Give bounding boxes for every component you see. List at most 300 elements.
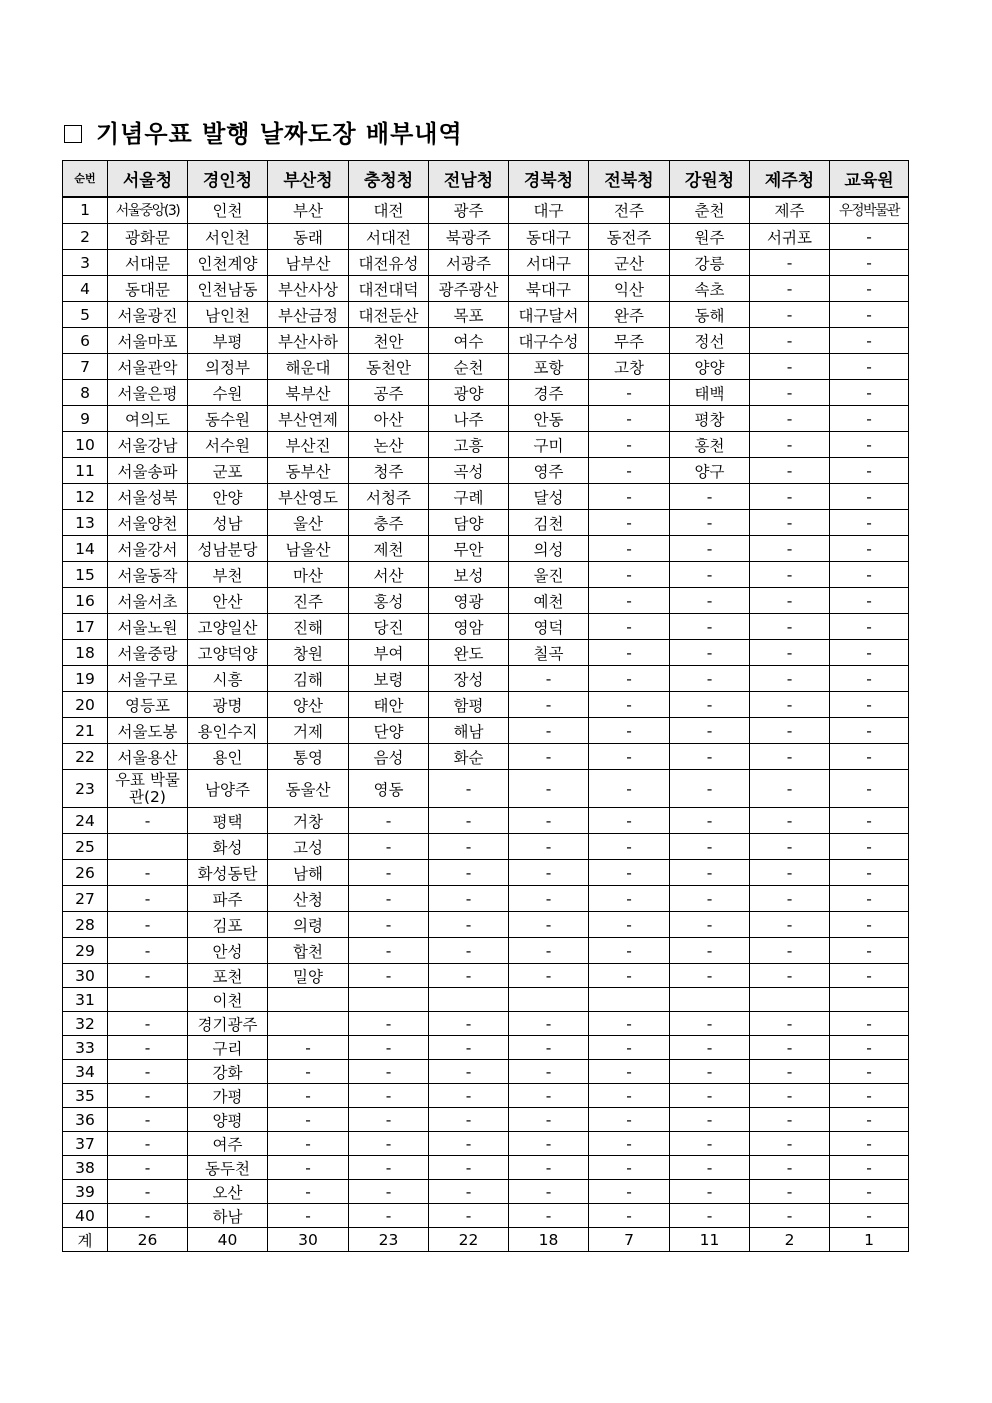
office-cell: 해운대	[268, 354, 349, 380]
office-cell: -	[750, 1180, 830, 1204]
office-cell: 서울마포	[108, 328, 188, 354]
office-cell: -	[830, 1180, 909, 1204]
office-cell: 제주	[750, 197, 830, 224]
office-cell: 부여	[349, 640, 429, 666]
office-cell: -	[750, 458, 830, 484]
office-cell: -	[349, 808, 429, 834]
office-cell: -	[830, 860, 909, 886]
office-cell: -	[830, 536, 909, 562]
office-cell: 진해	[268, 614, 349, 640]
office-cell: -	[750, 964, 830, 988]
office-cell: -	[589, 886, 670, 912]
office-cell: 태백	[670, 380, 750, 406]
office-cell: 서광주	[429, 250, 509, 276]
seq-cell: 33	[63, 1036, 108, 1060]
seq-cell: 계	[63, 1228, 108, 1252]
office-cell: 천안	[349, 328, 429, 354]
office-cell: 1	[830, 1228, 909, 1252]
office-cell: -	[589, 1084, 670, 1108]
office-cell: -	[509, 834, 589, 860]
office-cell: 서청주	[349, 484, 429, 510]
office-cell: -	[830, 1204, 909, 1228]
office-cell: -	[268, 1132, 349, 1156]
office-cell: -	[589, 938, 670, 964]
office-cell: -	[830, 458, 909, 484]
office-cell: -	[509, 770, 589, 808]
office-cell: -	[108, 1204, 188, 1228]
office-cell: -	[589, 1012, 670, 1036]
office-cell: 남부산	[268, 250, 349, 276]
office-cell: 화순	[429, 744, 509, 770]
office-cell	[429, 988, 509, 1012]
office-cell: -	[349, 886, 429, 912]
office-cell: 양구	[670, 458, 750, 484]
office-cell: -	[670, 718, 750, 744]
office-cell: 서대전	[349, 224, 429, 250]
office-cell: -	[429, 938, 509, 964]
office-cell: -	[429, 886, 509, 912]
office-cell: 영광	[429, 588, 509, 614]
office-cell: 예천	[509, 588, 589, 614]
office-cell: -	[830, 432, 909, 458]
office-cell: 서울도봉	[108, 718, 188, 744]
office-cell: -	[589, 860, 670, 886]
office-cell: 창원	[268, 640, 349, 666]
office-cell: 서울용산	[108, 744, 188, 770]
office-cell: -	[589, 1204, 670, 1228]
office-cell: -	[589, 692, 670, 718]
office-cell: 영암	[429, 614, 509, 640]
office-cell: 동대문	[108, 276, 188, 302]
office-cell: -	[349, 1108, 429, 1132]
office-cell: -	[750, 536, 830, 562]
office-cell: 영주	[509, 458, 589, 484]
office-cell: -	[750, 484, 830, 510]
office-cell: 우표 박물관(2)	[108, 770, 188, 808]
office-cell: -	[509, 1060, 589, 1084]
office-cell: -	[750, 938, 830, 964]
office-cell: -	[509, 860, 589, 886]
office-cell: -	[589, 666, 670, 692]
office-cell: -	[509, 666, 589, 692]
office-cell: -	[429, 1012, 509, 1036]
office-cell: -	[830, 938, 909, 964]
office-cell: -	[429, 1156, 509, 1180]
seq-cell: 36	[63, 1108, 108, 1132]
office-cell	[108, 988, 188, 1012]
office-cell: -	[349, 1012, 429, 1036]
office-cell: -	[108, 1036, 188, 1060]
office-cell: -	[349, 1180, 429, 1204]
office-cell: -	[108, 808, 188, 834]
office-cell: -	[670, 1060, 750, 1084]
office-cell: -	[830, 484, 909, 510]
office-cell: 밀양	[268, 964, 349, 988]
table-row	[63, 1036, 909, 1060]
seq-cell: 16	[63, 588, 108, 614]
office-cell: -	[750, 692, 830, 718]
seq-cell: 5	[63, 302, 108, 328]
office-cell: -	[108, 1156, 188, 1180]
office-cell: -	[589, 808, 670, 834]
office-cell: 해남	[429, 718, 509, 744]
office-cell: -	[830, 1060, 909, 1084]
office-cell: 인천계양	[188, 250, 268, 276]
office-cell: -	[750, 1060, 830, 1084]
office-cell: 동부산	[268, 458, 349, 484]
office-cell: 화성	[188, 834, 268, 860]
seq-cell: 25	[63, 834, 108, 860]
office-cell: 북대구	[509, 276, 589, 302]
office-cell: 전주	[589, 197, 670, 224]
office-cell: 22	[429, 1228, 509, 1252]
office-cell: 대전대덕	[349, 276, 429, 302]
office-cell: 북광주	[429, 224, 509, 250]
office-cell: -	[750, 808, 830, 834]
office-cell: 청주	[349, 458, 429, 484]
seq-cell: 31	[63, 988, 108, 1012]
office-cell: 화성동탄	[188, 860, 268, 886]
office-cell: 고양일산	[188, 614, 268, 640]
office-cell: 경기광주	[188, 1012, 268, 1036]
office-cell: -	[670, 938, 750, 964]
office-cell: -	[830, 1156, 909, 1180]
seq-cell: 8	[63, 380, 108, 406]
office-cell: -	[670, 536, 750, 562]
office-cell: 하남	[188, 1204, 268, 1228]
office-cell: 강화	[188, 1060, 268, 1084]
office-cell: 서울동작	[108, 562, 188, 588]
office-cell: -	[108, 964, 188, 988]
office-cell: -	[670, 1012, 750, 1036]
office-cell: -	[509, 744, 589, 770]
office-cell: -	[670, 614, 750, 640]
office-cell: 30	[268, 1228, 349, 1252]
office-cell: -	[670, 588, 750, 614]
office-cell: 공주	[349, 380, 429, 406]
office-cell: -	[429, 912, 509, 938]
seq-cell: 18	[63, 640, 108, 666]
office-cell: -	[268, 1156, 349, 1180]
office-cell: 동천안	[349, 354, 429, 380]
table-row	[63, 1132, 909, 1156]
office-cell: 속초	[670, 276, 750, 302]
office-cell: -	[589, 458, 670, 484]
office-cell: -	[108, 860, 188, 886]
office-cell: -	[830, 640, 909, 666]
office-cell: 군포	[188, 458, 268, 484]
office-cell: 남인천	[188, 302, 268, 328]
table-row	[63, 886, 909, 912]
office-cell: 당진	[349, 614, 429, 640]
office-cell: -	[830, 614, 909, 640]
office-cell: -	[830, 250, 909, 276]
office-cell: -	[750, 834, 830, 860]
table-row	[63, 458, 909, 484]
office-cell: -	[830, 1108, 909, 1132]
office-cell: -	[830, 808, 909, 834]
office-cell: -	[589, 1180, 670, 1204]
office-cell: -	[349, 860, 429, 886]
office-cell: 40	[188, 1228, 268, 1252]
office-cell: 서울관악	[108, 354, 188, 380]
office-cell: 부산영도	[268, 484, 349, 510]
office-cell: 서울노원	[108, 614, 188, 640]
seq-cell: 21	[63, 718, 108, 744]
office-cell: -	[268, 1084, 349, 1108]
table-row	[63, 1180, 909, 1204]
table-row	[63, 860, 909, 886]
office-cell: -	[429, 964, 509, 988]
office-cell: -	[429, 834, 509, 860]
office-cell: 서울송파	[108, 458, 188, 484]
office-cell: -	[589, 588, 670, 614]
office-cell: 성남	[188, 510, 268, 536]
office-cell: -	[750, 1084, 830, 1108]
office-cell: 7	[589, 1228, 670, 1252]
table-row	[63, 834, 909, 860]
header-cell: 전북청	[589, 161, 670, 197]
office-cell: 단양	[349, 718, 429, 744]
table-row	[63, 1108, 909, 1132]
office-cell: 홍천	[670, 432, 750, 458]
office-cell: 거제	[268, 718, 349, 744]
office-cell: 남양주	[188, 770, 268, 808]
office-cell: -	[589, 1108, 670, 1132]
office-cell: -	[830, 510, 909, 536]
office-cell: -	[108, 1108, 188, 1132]
office-cell: -	[589, 770, 670, 808]
office-cell: 동해	[670, 302, 750, 328]
office-cell: 보성	[429, 562, 509, 588]
table-row	[63, 1204, 909, 1228]
office-cell: -	[108, 1060, 188, 1084]
office-cell: 광명	[188, 692, 268, 718]
office-cell: -	[830, 770, 909, 808]
office-cell: -	[670, 1108, 750, 1132]
office-cell: 홍성	[349, 588, 429, 614]
seq-cell: 38	[63, 1156, 108, 1180]
office-cell	[589, 988, 670, 1012]
office-cell: 서대구	[509, 250, 589, 276]
office-cell: -	[750, 406, 830, 432]
office-cell: -	[830, 302, 909, 328]
office-cell	[509, 988, 589, 1012]
office-cell: 서울광진	[108, 302, 188, 328]
office-cell: -	[830, 328, 909, 354]
office-cell: 동수원	[188, 406, 268, 432]
office-cell: -	[670, 1204, 750, 1228]
office-cell: -	[750, 886, 830, 912]
office-cell: -	[589, 432, 670, 458]
office-cell	[830, 988, 909, 1012]
office-cell: 여의도	[108, 406, 188, 432]
table-row	[63, 250, 909, 276]
seq-cell: 13	[63, 510, 108, 536]
header-cell: 강원청	[670, 161, 750, 197]
office-cell: -	[349, 1084, 429, 1108]
office-cell: 용인	[188, 744, 268, 770]
office-cell: -	[750, 276, 830, 302]
seq-cell: 4	[63, 276, 108, 302]
office-cell: -	[509, 938, 589, 964]
office-cell: -	[509, 1084, 589, 1108]
office-cell: 논산	[349, 432, 429, 458]
office-cell: -	[509, 886, 589, 912]
office-cell: 26	[108, 1228, 188, 1252]
office-cell: 구례	[429, 484, 509, 510]
office-cell: -	[750, 328, 830, 354]
table-row	[63, 510, 909, 536]
office-cell: -	[750, 510, 830, 536]
office-cell: 대전유성	[349, 250, 429, 276]
office-cell: 영동	[349, 770, 429, 808]
office-cell: 고양덕양	[188, 640, 268, 666]
office-cell: 서울은평	[108, 380, 188, 406]
office-cell: 완도	[429, 640, 509, 666]
office-cell: -	[750, 250, 830, 276]
office-cell: 제천	[349, 536, 429, 562]
table-row	[63, 938, 909, 964]
office-cell: 영등포	[108, 692, 188, 718]
office-cell: -	[670, 484, 750, 510]
office-cell: 무안	[429, 536, 509, 562]
office-cell: 순천	[429, 354, 509, 380]
office-cell: -	[589, 1132, 670, 1156]
office-cell: -	[670, 860, 750, 886]
distribution-table	[62, 160, 909, 1252]
seq-cell: 35	[63, 1084, 108, 1108]
office-cell: 구미	[509, 432, 589, 458]
office-cell: -	[589, 562, 670, 588]
office-cell: -	[429, 860, 509, 886]
office-cell: -	[349, 912, 429, 938]
seq-cell: 30	[63, 964, 108, 988]
table-row	[63, 224, 909, 250]
office-cell: -	[830, 276, 909, 302]
office-cell: -	[750, 744, 830, 770]
seq-cell: 22	[63, 744, 108, 770]
office-cell: 광주광산	[429, 276, 509, 302]
office-cell: 보령	[349, 666, 429, 692]
table-row	[63, 1156, 909, 1180]
office-cell: 포천	[188, 964, 268, 988]
office-cell: -	[670, 964, 750, 988]
office-cell: 안성	[188, 938, 268, 964]
office-cell: 동전주	[589, 224, 670, 250]
office-cell: 서산	[349, 562, 429, 588]
office-cell: 서대문	[108, 250, 188, 276]
office-cell	[670, 988, 750, 1012]
seq-cell: 9	[63, 406, 108, 432]
office-cell: 23	[349, 1228, 429, 1252]
office-cell: 수원	[188, 380, 268, 406]
office-cell: -	[830, 912, 909, 938]
seq-cell: 20	[63, 692, 108, 718]
table-row	[63, 744, 909, 770]
total-row	[63, 1228, 909, 1252]
office-cell: 진주	[268, 588, 349, 614]
header-cell: 충청청	[349, 161, 429, 197]
seq-cell: 39	[63, 1180, 108, 1204]
office-cell: -	[830, 1036, 909, 1060]
seq-cell: 2	[63, 224, 108, 250]
office-cell: 고성	[268, 834, 349, 860]
table-row	[63, 640, 909, 666]
seq-cell: 28	[63, 912, 108, 938]
seq-cell: 40	[63, 1204, 108, 1228]
office-cell: -	[268, 1204, 349, 1228]
seq-cell: 34	[63, 1060, 108, 1084]
office-cell: 대구	[509, 197, 589, 224]
table-row	[63, 770, 909, 808]
office-cell: -	[589, 536, 670, 562]
office-cell: 김해	[268, 666, 349, 692]
header-seq: 순번	[63, 161, 108, 197]
office-cell: 의정부	[188, 354, 268, 380]
office-cell: -	[429, 770, 509, 808]
office-cell: 광주	[429, 197, 509, 224]
office-cell: 음성	[349, 744, 429, 770]
office-cell: -	[670, 562, 750, 588]
office-cell: 서울중랑	[108, 640, 188, 666]
office-cell: 우정박물관	[830, 197, 909, 224]
office-cell: -	[509, 1012, 589, 1036]
office-cell: -	[268, 1036, 349, 1060]
office-cell: -	[589, 912, 670, 938]
office-cell: 동울산	[268, 770, 349, 808]
office-cell: -	[108, 912, 188, 938]
office-cell: -	[509, 1156, 589, 1180]
table-row	[63, 588, 909, 614]
table-row	[63, 276, 909, 302]
office-cell: -	[589, 380, 670, 406]
office-cell: 부천	[188, 562, 268, 588]
table-row	[63, 964, 909, 988]
seq-cell: 6	[63, 328, 108, 354]
office-cell: -	[670, 886, 750, 912]
table-row	[63, 912, 909, 938]
office-cell: -	[830, 886, 909, 912]
office-cell: 의령	[268, 912, 349, 938]
office-cell: 고흥	[429, 432, 509, 458]
office-cell: 용인수지	[188, 718, 268, 744]
office-cell: -	[268, 1108, 349, 1132]
office-cell: 여주	[188, 1132, 268, 1156]
office-cell: -	[108, 1012, 188, 1036]
office-cell: 부산사하	[268, 328, 349, 354]
office-cell: -	[670, 1180, 750, 1204]
header-cell: 경인청	[188, 161, 268, 197]
office-cell: 안양	[188, 484, 268, 510]
office-cell: -	[830, 380, 909, 406]
table-row	[63, 302, 909, 328]
office-cell: 경주	[509, 380, 589, 406]
office-cell: -	[750, 1132, 830, 1156]
table-row	[63, 614, 909, 640]
office-cell: -	[750, 1108, 830, 1132]
office-cell: 2	[750, 1228, 830, 1252]
table-body	[63, 197, 909, 1252]
office-cell: -	[750, 562, 830, 588]
office-cell: 익산	[589, 276, 670, 302]
office-cell: -	[108, 1180, 188, 1204]
office-cell: -	[108, 886, 188, 912]
office-cell: 인천남동	[188, 276, 268, 302]
office-cell: -	[670, 666, 750, 692]
office-cell: -	[670, 1156, 750, 1180]
office-cell: 서울서초	[108, 588, 188, 614]
